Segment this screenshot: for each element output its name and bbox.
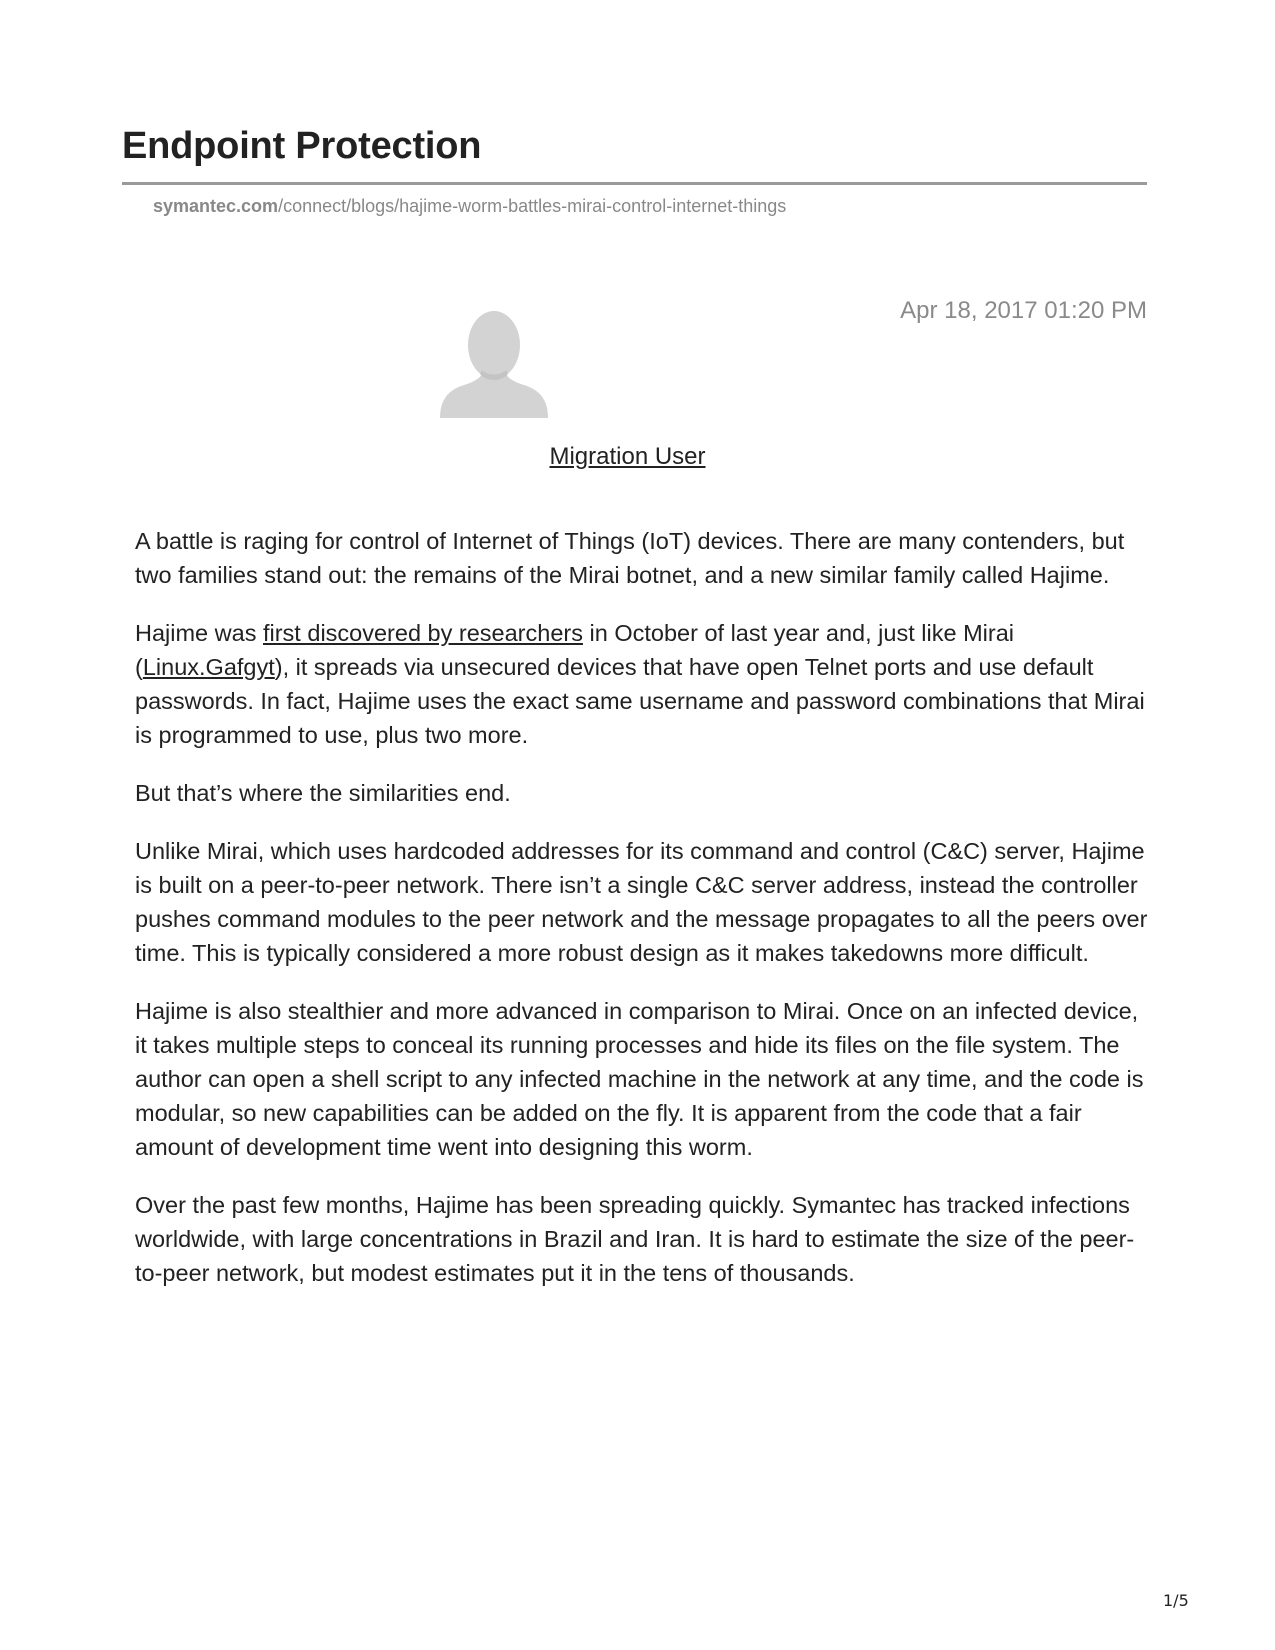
source-path: /connect/blogs/hajime-worm-battles-mirai-control-internet-things — [278, 196, 787, 216]
title-divider — [122, 182, 1147, 185]
article-body — [135, 524, 1150, 1314]
user-silhouette-icon — [440, 310, 548, 418]
page-number: 1/5 — [1163, 1591, 1189, 1610]
article-paragraph: Hajime is also stealthier and more advanced in comparison to Mirai. Once on an infected device, it takes multiple steps to conceal its running processes and hide its files on the file system. The author can open a shell script to any infected machine in the network at any time, and the code is modular, so new capabilities can be added on the fly. It is apparent from the code that a fair amount of development time went into designing this worm. — [135, 998, 1144, 1160]
linux-gafgyt-link[interactable]: Linux.Gafgyt — [142, 654, 275, 680]
researchers-link[interactable]: first discovered by researchers — [262, 620, 583, 646]
author-link[interactable]: Migration User — [549, 443, 706, 470]
post-date: Apr 18, 2017 01:20 PM — [900, 297, 1147, 324]
article-paragraph: But that’s where the similarities end. — [135, 780, 511, 806]
page-title: Endpoint Protection — [122, 125, 482, 167]
article-paragraph: A battle is raging for control of Internet of Things (IoT) devices. There are many contenders, but two families stand out: the remains of the Mirai botnet, and a new similar family called Hajime. — [135, 528, 1125, 588]
source-url — [153, 196, 786, 217]
article-paragraph: Unlike Mirai, which uses hardcoded addresses for its command and control (C&C) server, Hajime is built on a peer-to-peer network. There isn’t a single C&C server address, instead the controller pushes command modules to the peer network and the message propagates to all the peers over time. This is typically considered a more robust design as it makes takedowns more difficult. — [135, 838, 1148, 966]
article-paragraph: Over the past few months, Hajime has been spreading quickly. Symantec has tracked infections worldwide, with large concentrations in Brazil and Iran. It is hard to estimate the size of the peer-to-peer network, but modest estimates put it in the tens of thousands. — [135, 1192, 1135, 1286]
article-paragraph: Hajime was first discovered by researchers in October of last year and, just like Mirai (Linux.Gafgyt), it spreads via unsecured devices that have open Telnet ports and use default passwords. In fact, Hajime uses the exact same username and password combinations that Mirai is programmed to use, plus two more. — [135, 620, 1145, 748]
source-domain: symantec.com — [153, 196, 279, 216]
